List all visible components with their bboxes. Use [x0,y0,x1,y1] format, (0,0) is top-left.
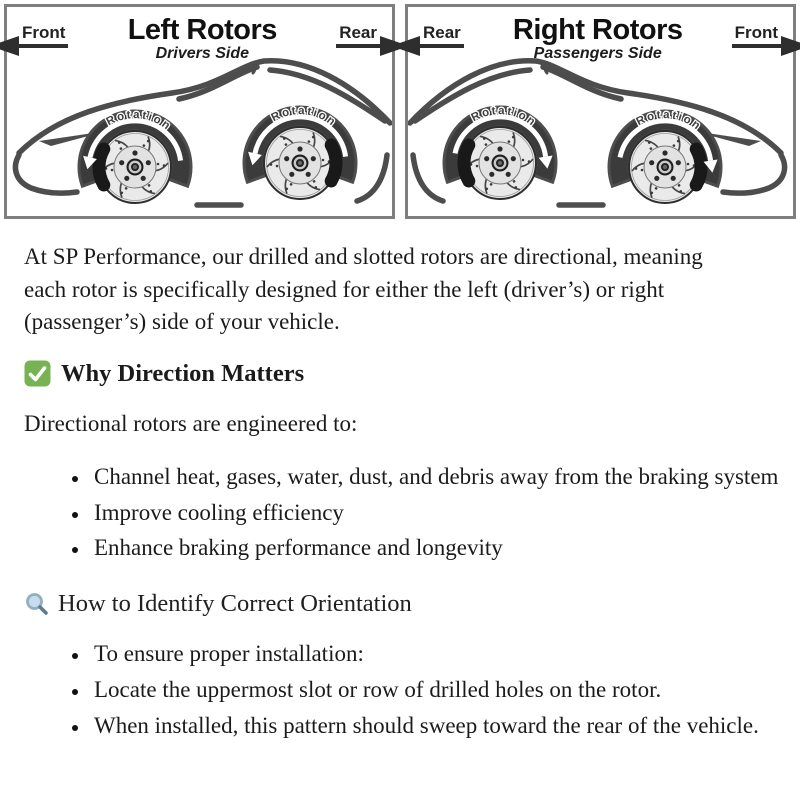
panel-title: Left Rotors [127,14,277,46]
rotation-label: Rotation [104,108,174,134]
rotation-label: Rotation [269,104,339,130]
brake-caliper [331,145,336,181]
left-arrow-icon [0,36,19,56]
left-arrow-icon [391,36,420,56]
orientation-steps-list [24,638,788,742]
right-rotors-panel [405,4,796,219]
heading-why-direction-matters [24,359,788,388]
brake-caliper [696,149,701,185]
rear-direction-arrow [336,22,380,48]
front-wheel-rotor [83,109,181,203]
direction-label: Front [22,23,66,42]
heading-text: How to Identify Correct Orientation [58,589,412,617]
heading-text: Why Direction Matters [61,359,305,387]
panel-subtitle: Drivers Side [155,45,249,62]
right-arrow-icon [781,36,800,56]
brake-caliper [464,145,469,181]
benefits-list [24,461,788,565]
list-item: • To ensure proper installation: [90,638,788,671]
list-item: • Locate the uppermost slot or row of drilled holes on the rotor. [90,674,788,707]
direction-label: Front [734,23,778,42]
panel-subtitle: Passengers Side [533,45,662,62]
intro-paragraph: At SP Performance, our drilled and slotted rotors are directional, meaning each rotor is specifically designed for either the left (driver’s) or right (passenger’s) side of your vehicle. [24,244,703,335]
list-item: • When installed, this pattern should sweep toward the rear of the vehicle. [90,710,788,743]
lead-paragraph: Directional rotors are engineered to: [24,411,358,437]
list-item: • Channel heat, gases, water, dust, and debris away from the braking system [90,461,788,494]
article [0,219,800,766]
direction-label: Rear [423,23,461,42]
panel-title: Right Rotors [512,14,683,46]
list-item: • Enhance braking performance and longevity [90,532,788,565]
list-item: • Improve cooling efficiency [90,497,788,530]
left-rotors-panel [4,4,395,219]
brake-caliper [99,149,104,185]
rotation-label: Rotation [469,104,539,130]
magnifier-icon [24,591,50,617]
front-direction-arrow [19,22,68,48]
rotation-label: Rotation [634,108,704,134]
heading-identify-orientation [24,589,788,618]
front-direction-arrow [732,22,781,48]
direction-label: Rear [339,23,377,42]
rear-direction-arrow [420,22,464,48]
check-mark-icon [24,360,51,387]
